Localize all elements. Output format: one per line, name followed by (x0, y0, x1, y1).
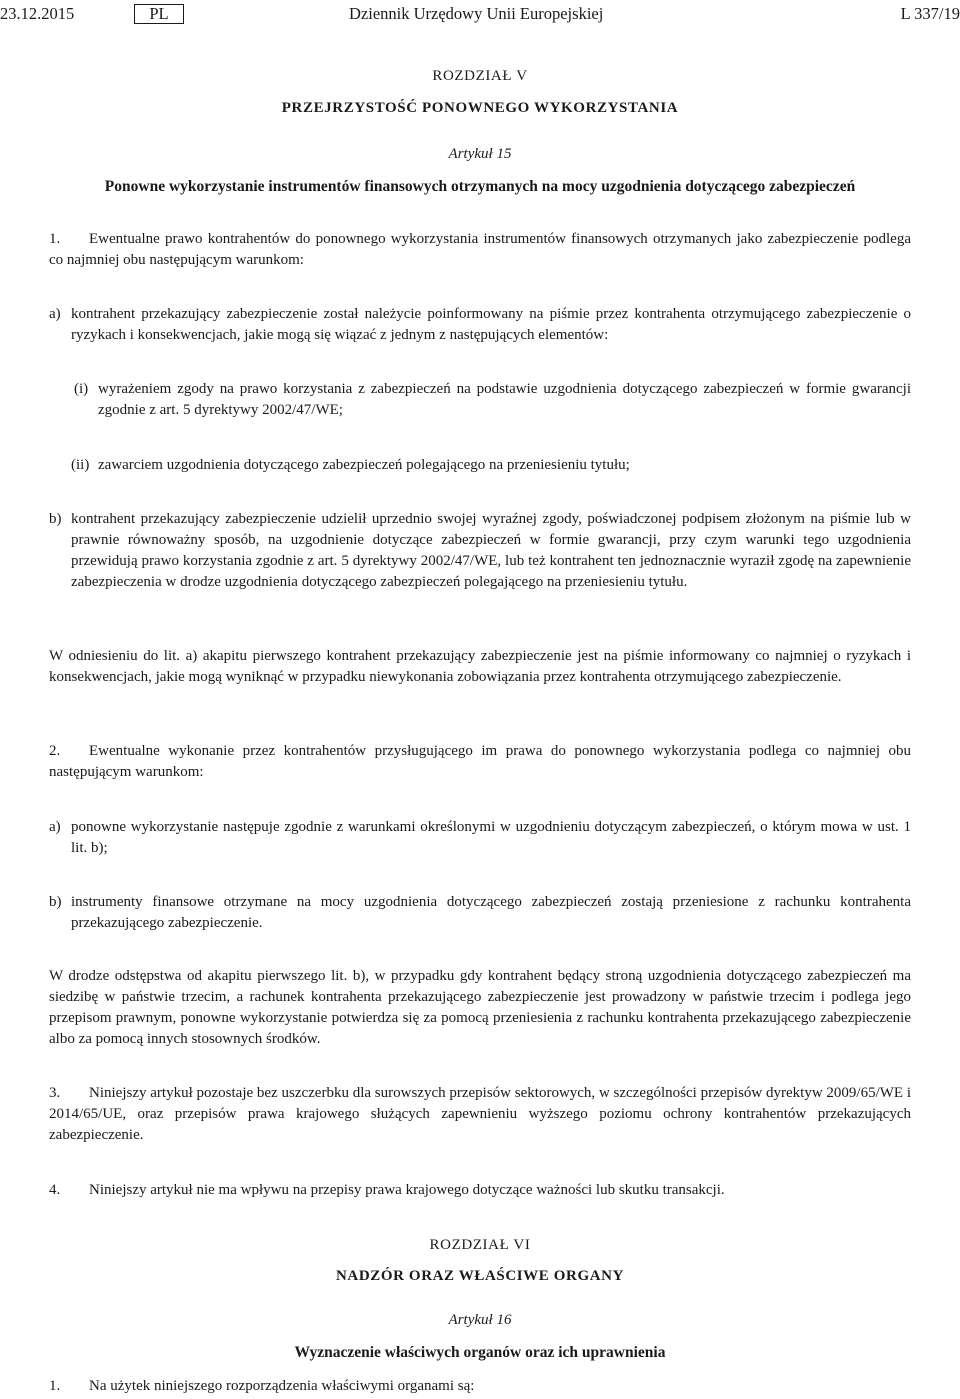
article-15-paragraph-2-point-b (49, 892, 911, 934)
chapter-vi-label: ROZDZIAŁ VI (429, 1237, 531, 1253)
journal-header (0, 4, 960, 26)
article-15-paragraph-1-note: W odniesieniu do lit. a) akapitu pierwszego kontrahent przekazujący zabezpieczenie jest na piśmie informowany co najmniej o ryzykach i konsekwencjach, jakie mogą wyniknąć w przypadku niewykonania zobowiązania przez kontrahenta otrzymującego zabezpieczenie. (49, 648, 911, 685)
point-label: a) (49, 306, 61, 322)
chapter-v-title: PRZEJRZYSTOŚĆ PONOWNEGO WYKORZYSTANIA (281, 100, 679, 116)
subpoint-text: zawarciem uzgodnienia dotyczącego zabezpieczeń polegającego na przeniesieniu tytułu; (98, 457, 630, 473)
article-16-title: Wyznaczenie właściwych organów oraz ich uprawnienia (294, 1344, 666, 1361)
paragraph-number: 2. (49, 743, 61, 759)
language-badge: PL (134, 4, 184, 24)
paragraph-text: Niniejszy artykuł pozostaje bez uszczerbku dla surowszych przepisów sektorowych, w szczególności przepisów dyrektyw 2009/65/WE i 2014/65/UE, oraz przepisów prawa krajowego służących zapewnieniu wyższego poziomu ochrony kontrahentów przekazujących zabezpieczenie. (49, 1085, 911, 1143)
article-15-title: Ponowne wykorzystanie instrumentów finansowych otrzymanych na mocy uzgodnienia dotyczącego zabezpieczeń (104, 178, 856, 195)
article-15-paragraph-1 (49, 229, 911, 271)
paragraph-number: 3. (49, 1085, 61, 1101)
paragraph-text: Ewentualne wykonanie przez kontrahentów przysługującego im prawa do ponownego wykorzystania podlega co najmniej obu następującym warunkom: (49, 743, 911, 780)
paragraph-number: 1. (49, 1378, 61, 1394)
point-text: instrumenty finansowe otrzymane na mocy uzgodnienia dotyczącego zabezpieczeń zostają przeniesione z rachunku kontrahenta przekazującego zabezpieczenie. (71, 894, 911, 931)
point-label: b) (49, 894, 62, 910)
point-label: a) (49, 819, 61, 835)
journal-name: Dziennik Urzędowy Unii Europejskiej (349, 4, 604, 23)
article-15-paragraph-4 (49, 1180, 911, 1201)
article-15-paragraph-2 (49, 741, 911, 783)
subpoint-text: wyrażeniem zgody na prawo korzystania z zabezpieczeń na podstawie uzgodnienia dotyczącego zabezpieczeń w formie gwarancji zgodnie z art. 5 dyrektywy 2002/47/WE; (98, 381, 911, 418)
chapter-v-label: ROZDZIAŁ V (432, 68, 528, 84)
page-number: L 337/19 (900, 4, 960, 23)
article-15-subpoint-i (74, 379, 911, 421)
publication-date: 23.12.2015 (0, 4, 75, 23)
paragraph-text: Ewentualne prawo kontrahentów do ponownego wykorzystania instrumentów finansowych otrzymanych jako zabezpieczenie podlega co najmniej obu następującym warunkom: (49, 231, 911, 268)
point-text: kontrahent przekazujący zabezpieczenie udzielił uprzednio swojej wyraźnej zgody, poświadczonej podpisem złożonym na piśmie lub w prawnie równoważny sposób, na uzgodnienie dotyczące zabezpieczeń w formie gwarancji, przy czym warunki tego uzgodnienia przewidują prawo korzystania zgodnie z art. 5 dyrektywy 2002/47/WE, lub też kontrahent ten jednoznacznie wyraził zgodę na zapewnienie zabezpieczenia w drodze uzgodnienia dotyczącego zabezpieczeń polegającego na przeniesieniu tytułu. (71, 511, 911, 590)
point-text: ponowne wykorzystanie następuje zgodnie z warunkami określonymi w uzgodnieniu dotyczącym zabezpieczeń, o którym mowa w ust. 1 lit. b); (71, 819, 911, 856)
article-15-paragraph-2-point-a (49, 817, 911, 859)
article-15-point-a (49, 304, 911, 346)
paragraph-number: 4. (49, 1182, 61, 1198)
subpoint-label: (i) (74, 381, 89, 397)
paragraph-text: Niniejszy artykuł nie ma wpływu na przepisy prawa krajowego dotyczące ważności lub skutku transakcji. (89, 1182, 725, 1198)
article-15-label: Artykuł 15 (448, 146, 512, 162)
article-16-paragraph-1 (49, 1376, 474, 1397)
article-16-label: Artykuł 16 (448, 1312, 512, 1328)
article-15-paragraph-3 (49, 1083, 911, 1146)
article-15-subpoint-ii (71, 455, 911, 476)
point-label: b) (49, 511, 62, 527)
subpoint-label: (ii) (71, 457, 90, 473)
article-15-point-b (49, 509, 911, 593)
paragraph-text: Na użytek niniejszego rozporządzenia właściwymi organami są: (89, 1378, 475, 1394)
chapter-vi-title: NADZÓR ORAZ WŁAŚCIWE ORGANY (335, 1268, 625, 1284)
point-text: kontrahent przekazujący zabezpieczenie został należycie poinformowany na piśmie przez kontrahenta otrzymującego zabezpieczenie o ryzykach i konsekwencjach, jakie mogą się wiązać z jednym z następujących elementów: (71, 306, 911, 343)
paragraph-number: 1. (49, 231, 61, 247)
article-15-paragraph-2-note: W drodze odstępstwa od akapitu pierwszego lit. b), w przypadku gdy kontrahent będący stroną uzgodnienia dotyczącego zabezpieczeń ma siedzibę w państwie trzecim, a rachunek kontrahenta przekazującego zabezpieczenie jest prowadzony w państwie trzecim i podlega jego przepisom prawnym, ponowne wykorzystanie potwierdza się za pomocą przeniesienia z rachunku kontrahenta przekazującego zabezpieczenie albo za pomocą innych stosownych środków. (49, 968, 911, 1047)
